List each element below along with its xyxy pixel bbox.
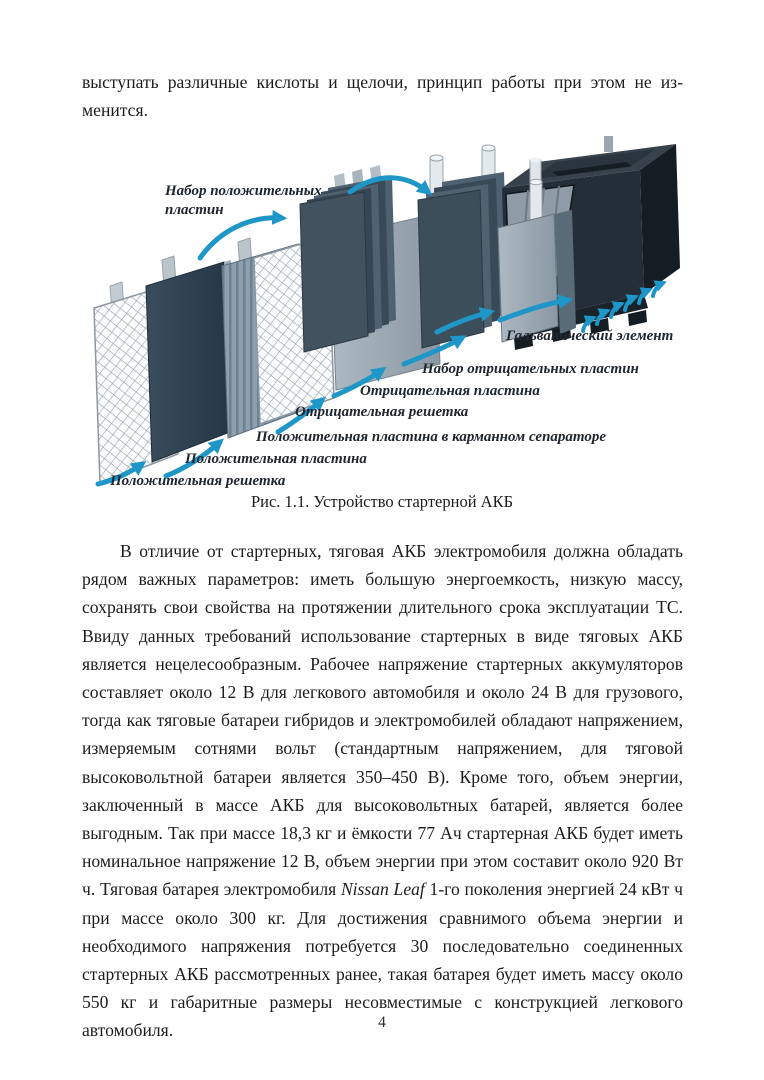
page-number: 4 <box>378 1014 386 1031</box>
figure-label-positive-plate-in-separator: Положительная пластина в карманном сепараторе <box>256 429 607 445</box>
figure-label-positive-plate: Положительная пластина <box>185 451 367 467</box>
figure-label-positive-stack: Набор положительных пластин <box>165 183 322 218</box>
figure-label-galvanic-element: Гальванический элемент <box>506 328 674 344</box>
figure-label-negative-plate: Отрицательная пластина <box>360 383 540 399</box>
figure-battery-exploded-view <box>82 136 682 496</box>
paragraph-main-text-2: 1-го поколения энергией 24 кВт ч при массе около 300 кг. Для достижения сравнимого объема энергии и необходимого напряжения потребуется 30 последовательно соединенных стартерных АКБ рассмотренных ранее, такая батарея будет иметь массу около 550 кг и габаритные размеры несовместимые с конструкцией легкового автомобиля. <box>82 879 684 1041</box>
paragraph-main-text-1: В отличие от стартерных, тяговая АКБ электромобиля должна обладать рядом важных параметров: иметь большую энергоемкость, низкую массу, сохранять свои свойства на протяжении длительного срока эксплуатации ТС. Ввиду данных требований использование стартерных в виде тяговых АКБ является нецелесообразным. Рабочее напряжение стартерных аккумуляторов составляет около 12 В для легкового автомобиля и около 24 В для грузового, тогда как тяговые батареи гибридов и электромобилей обладают напряжением, измеряемым сотнями вольт (стандартным напряжением, для тяговой высоковольтной батареи является 350–450 В). Кроме того, объем энергии, заключенный в массе АКБ для высоковольтных батарей, является более выгодным. Так при массе 18,3 кг и ёмкости 77 Ач стартерная АКБ будет иметь номинальное напряжение 12 В, объем энергии при этом составит около 920 Вт ч. Тяговая батарея электромобиля <box>82 541 683 900</box>
figure-label-negative-stack: Набор отрицательных пластин <box>422 361 639 377</box>
paragraph-continued: выступать различные кислоты и щелочи, принцип работы при этом не изменится. <box>82 72 683 121</box>
figure-label-negative-grid: Отрицательная решетка <box>295 404 469 420</box>
negative-plate-stack <box>418 145 508 348</box>
paragraph-main <box>82 537 683 1045</box>
figure-label-positive-grid: Положительная решетка <box>110 473 286 489</box>
figure-caption: Рис. 1.1. Устройство стартерной АКБ <box>250 492 514 511</box>
vehicle-model-name: Nissan Leaf <box>340 879 425 900</box>
